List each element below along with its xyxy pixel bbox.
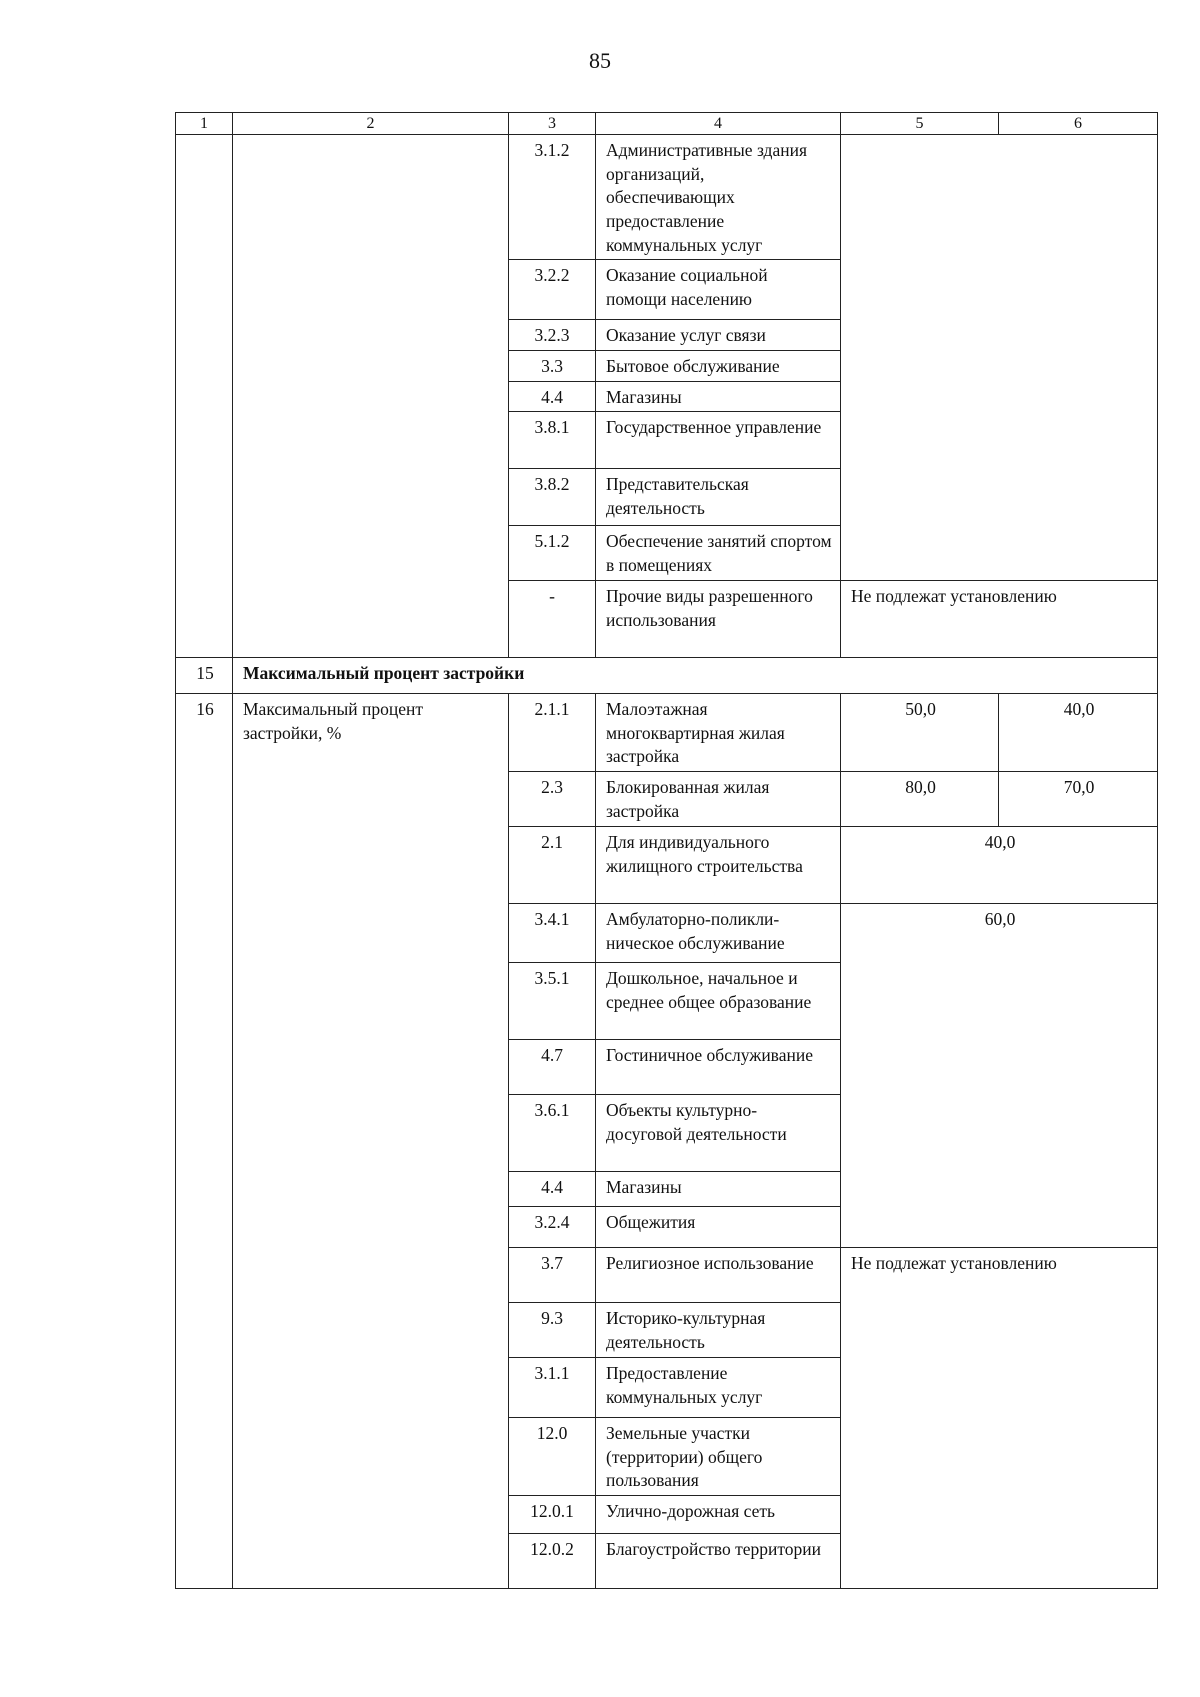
use-code: 2.1: [509, 827, 596, 904]
value-col6: 70,0: [999, 772, 1158, 827]
use-code: 12.0.2: [509, 1533, 596, 1588]
use-name: Государственное управление: [596, 412, 841, 469]
use-code: 3.4.1: [509, 904, 596, 963]
column-number-row: [176, 113, 1158, 135]
use-code: 2.3: [509, 772, 596, 827]
use-name: Прочие виды разрешенного использования: [596, 581, 841, 658]
use-name: Благоустройство территории: [596, 1533, 841, 1588]
use-code: 12.0: [509, 1418, 596, 1496]
use-name: Для индивидуального жилищного строительства: [596, 827, 841, 904]
use-code: 5.1.2: [509, 526, 596, 581]
parameter-cell: [233, 135, 509, 658]
use-code: 3.1.2: [509, 135, 596, 260]
use-code: 12.0.1: [509, 1495, 596, 1533]
value-cell: 60,0: [841, 904, 1158, 1248]
use-name: Административные здания организаций, обеспечивающих предоставление коммунальных услуг: [596, 135, 841, 260]
column-number: 3: [509, 113, 596, 135]
value-cell: Не подлежат установлению: [841, 581, 1158, 658]
column-number: 1: [176, 113, 233, 135]
use-code: 3.6.1: [509, 1095, 596, 1172]
use-name: Гостиничное обслуживание: [596, 1040, 841, 1095]
use-name: Общежития: [596, 1207, 841, 1248]
use-name: Оказание социальной помощи населению: [596, 260, 841, 320]
value-cell: [841, 135, 1158, 581]
use-name: Обеспечение занятий спортом в помещениях: [596, 526, 841, 581]
page-number: 85: [589, 48, 611, 73]
use-code: 4.4: [509, 381, 596, 412]
use-code: 3.5.1: [509, 963, 596, 1040]
row-number: 15: [176, 658, 233, 694]
land-use-table: [175, 112, 1158, 1589]
value-cell: Не подлежат установлению: [841, 1248, 1158, 1589]
use-code: -: [509, 581, 596, 658]
parameter-title: Максимальный процент застройки: [233, 658, 596, 694]
use-name: Историко-культурная деятельность: [596, 1303, 841, 1358]
use-code: 3.8.1: [509, 412, 596, 469]
use-code: 3.7: [509, 1248, 596, 1303]
use-code: 2.1.1: [509, 694, 596, 772]
value-col5: 80,0: [841, 772, 999, 827]
use-name: Объекты культурно-досуговой деятельности: [596, 1095, 841, 1172]
use-name: Улично-дорожная сеть: [596, 1495, 841, 1533]
column-number: 4: [596, 113, 841, 135]
empty-cell: [596, 658, 1158, 694]
use-code: 3.3: [509, 350, 596, 381]
value-col6: 40,0: [999, 694, 1158, 772]
column-number: 2: [233, 113, 509, 135]
use-code: 9.3: [509, 1303, 596, 1358]
value-cell: 40,0: [841, 827, 1158, 904]
value-col5: 50,0: [841, 694, 999, 772]
column-number: 6: [999, 113, 1158, 135]
use-name: Дошкольное, начальное и среднее общее образование: [596, 963, 841, 1040]
use-name: Амбулаторно-поликли-ническое обслуживание: [596, 904, 841, 963]
use-code: 3.2.4: [509, 1207, 596, 1248]
row-number-cell: [176, 135, 233, 658]
use-name: Предоставление коммунальных услуг: [596, 1358, 841, 1418]
table-row: [176, 694, 1158, 772]
use-name: Магазины: [596, 1172, 841, 1207]
column-number: 5: [841, 113, 999, 135]
use-name: Малоэтажная многоквартирная жилая застройка: [596, 694, 841, 772]
use-name: Земельные участки (территории) общего пользования: [596, 1418, 841, 1496]
use-name: Блокированная жилая застройка: [596, 772, 841, 827]
use-code: 3.2.3: [509, 320, 596, 351]
use-code: 3.2.2: [509, 260, 596, 320]
use-name: Бытовое обслуживание: [596, 350, 841, 381]
parameter-title: Максимальный процент застройки, %: [233, 694, 509, 1589]
use-name: Оказание услуг связи: [596, 320, 841, 351]
table-row: [176, 135, 1158, 260]
row-number: 16: [176, 694, 233, 1589]
use-name: Религиозное использование: [596, 1248, 841, 1303]
use-code: 4.4: [509, 1172, 596, 1207]
use-code: 4.7: [509, 1040, 596, 1095]
use-code: 3.1.1: [509, 1358, 596, 1418]
use-name: Магазины: [596, 381, 841, 412]
use-code: 3.8.2: [509, 469, 596, 526]
table-row: [176, 658, 1158, 694]
use-name: Представительская деятельность: [596, 469, 841, 526]
